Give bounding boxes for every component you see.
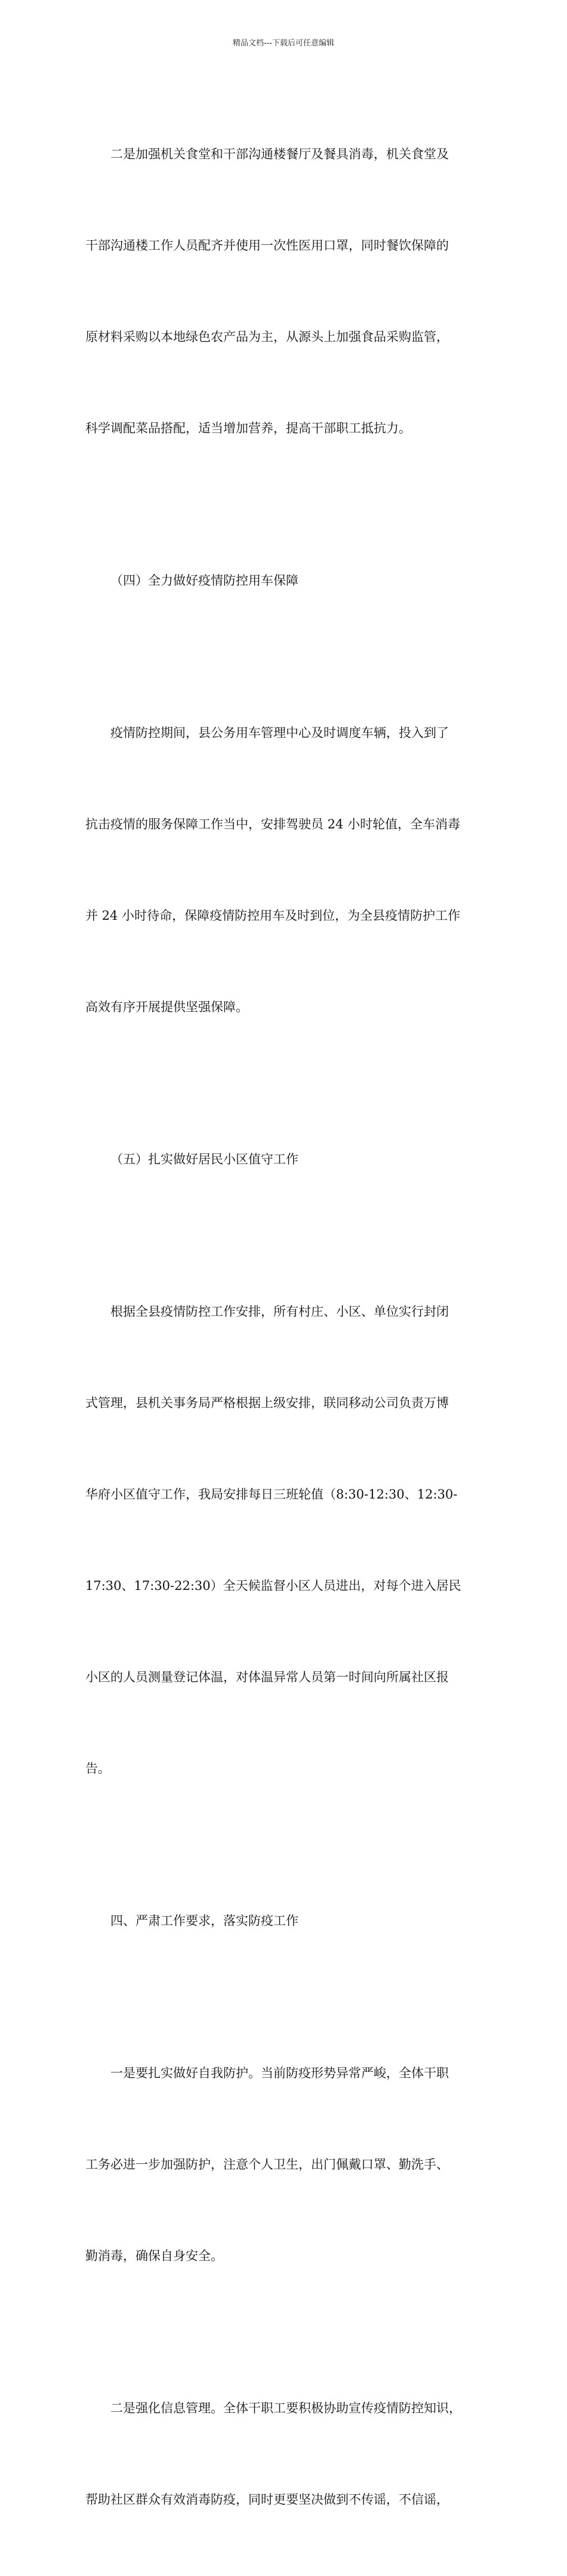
- text-line: 17:30、17:30-22:30）全天候监督小区人员进出，对每个进入居民: [85, 1579, 461, 1593]
- paragraph-canteen-disinfection: [85, 78, 497, 505]
- text-line: 帮助社区群众有效消毒防疫，同时更要坚决做到不传谣，不信谣，: [85, 2492, 449, 2507]
- text-line: 华府小区值守工作，我局安排每日三班轮值（8:30-12:30、12:30-: [85, 1487, 458, 1502]
- page-header: 精品文档---下载后可任意编辑: [232, 39, 335, 48]
- paragraph-community-watch: [85, 1236, 497, 1845]
- text-line: 式管理，县机关事务局严格根据上级安排，联同移动公司负责万博: [85, 1396, 449, 1410]
- paragraph-self-protection: [85, 1997, 497, 2332]
- document-body: [85, 78, 497, 2576]
- text-line: 二是加强机关食堂和干部沟通楼餐厅及餐具消毒，机关食堂及: [110, 147, 449, 161]
- section-heading-work-requirements: [85, 1845, 497, 1997]
- text-line: 告。: [85, 1761, 110, 1776]
- text-line: 勤消毒，确保自身安全。: [85, 2249, 223, 2263]
- paragraph-information-management: [85, 2332, 497, 2576]
- paragraph-vehicle-dispatch: [85, 657, 497, 1083]
- text-line: 工务必进一步加强防护，注意个人卫生，出门佩戴口罩、勤洗手、: [85, 2157, 449, 2172]
- section-heading: （五）扎实做好居民小区值守工作: [110, 1152, 298, 1166]
- text-line: 原材料采购以本地绿色农产品为主，从源头上加强食品采购监管，: [85, 330, 449, 344]
- text-line: 科学调配菜品搭配，适当增加营养，提高干部职工抵抗力。: [85, 421, 411, 435]
- text-line: 一是要扎实做好自我防护。当前防疫形势异常严峻，全体干职: [110, 2066, 449, 2080]
- section-heading: 四、严肃工作要求，落实防疫工作: [110, 1914, 298, 1928]
- text-line: 根据全县疫情防控工作安排，所有村庄、小区、单位实行封闭: [110, 1304, 449, 1319]
- text-line: 并 24 小时待命，保障疫情防控用车及时到位，为全县疫情防护工作: [85, 908, 461, 923]
- text-line: 二是强化信息管理。全体干职工要积极协助宣传疫情防控知识，: [110, 2401, 461, 2415]
- section-heading-community-watch: [85, 1083, 497, 1236]
- text-line: 小区的人员测量登记体温，对体温异常人员第一时间向所属社区报: [85, 1670, 449, 1684]
- section-heading-vehicle-support: [85, 505, 497, 657]
- text-line: 疫情防控期间，县公务用车管理中心及时调度车辆，投入到了: [110, 726, 449, 740]
- text-line: 干部沟通楼工作人员配齐并使用一次性医用口罩，同时餐饮保障的: [85, 238, 449, 253]
- text-line: 高效有序开展提供坚强保障。: [85, 1000, 248, 1014]
- text-line: 抗击疫情的服务保障工作当中，安排驾驶员 24 小时轮值，全车消毒: [85, 817, 461, 831]
- section-heading: （四）全力做好疫情防控用车保障: [110, 573, 298, 588]
